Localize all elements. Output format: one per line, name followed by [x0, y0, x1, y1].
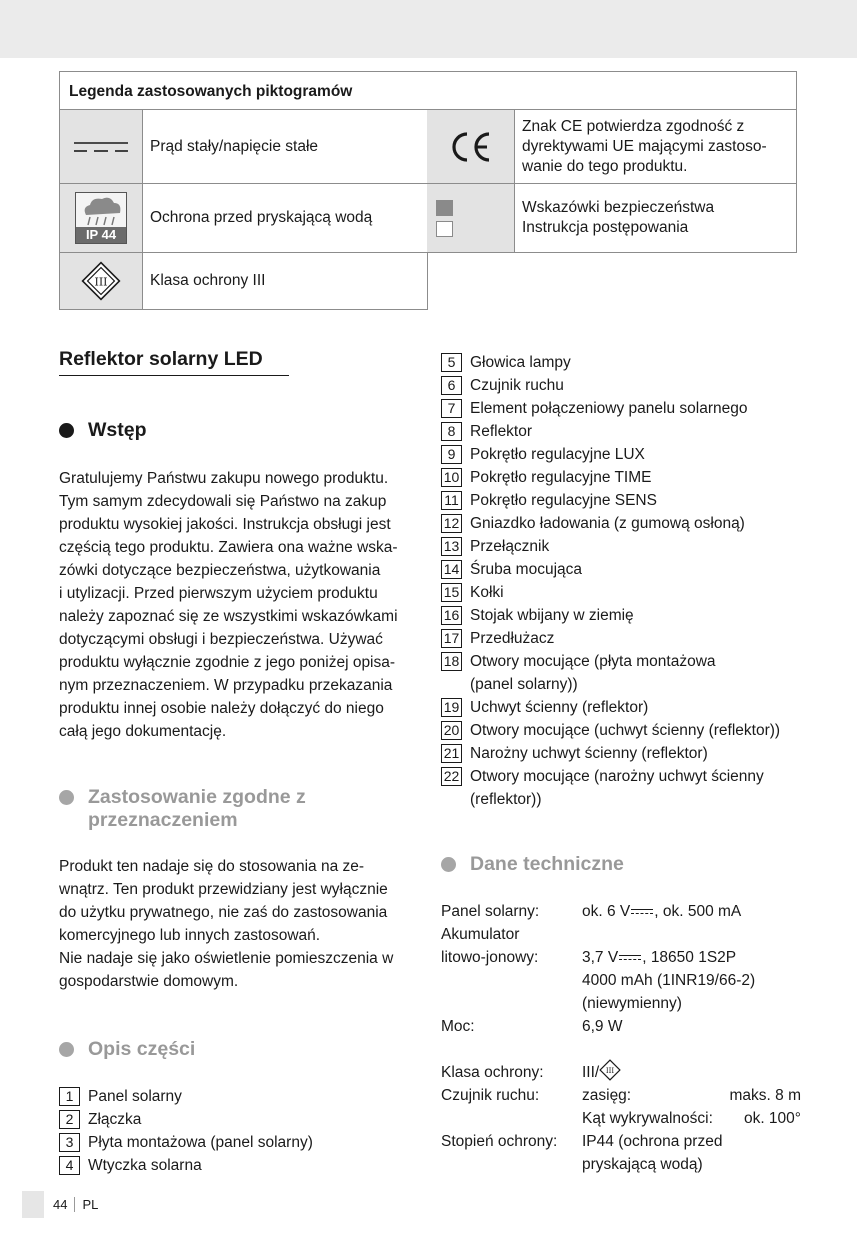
part-label: Głowica lampy — [470, 354, 571, 371]
tech-value: (niewymienny) — [582, 995, 682, 1012]
tech-row — [441, 969, 801, 992]
part-label: Wtyczka solarna — [88, 1157, 202, 1174]
list-item — [441, 627, 803, 650]
list-item — [441, 420, 803, 443]
tech-row — [441, 1084, 801, 1107]
part-label: Reflektor — [470, 423, 533, 440]
intended-use-heading — [59, 786, 306, 832]
class-iii-symbol: III — [606, 1066, 615, 1075]
intro-line: Gratulujemy Państwu zakupu nowego produktu. — [59, 470, 389, 487]
part-number: 6 — [441, 376, 462, 395]
safety-text-line: Wskazówki bezpieczeństwa — [522, 199, 715, 216]
parts-list-right — [441, 351, 803, 811]
dc-text: Prąd stały/napięcie stałe — [142, 110, 428, 184]
tech-label: Panel solarny: — [441, 903, 540, 920]
part-label: Płyta montażowa (panel solarny) — [88, 1134, 313, 1151]
bullet-dot — [441, 857, 456, 872]
tech-label: Stopień ochrony: — [441, 1133, 558, 1150]
ce-text — [514, 110, 797, 184]
tech-value: Kąt wykrywalności: — [582, 1110, 713, 1127]
list-item — [441, 558, 803, 581]
parts-list-left — [59, 1085, 419, 1177]
list-item — [441, 788, 803, 811]
ce-text-line: Znak CE potwierdza zgodność z — [522, 117, 745, 135]
tech-row — [441, 900, 801, 923]
part-number: 13 — [441, 537, 462, 556]
part-label: (reflektor)) — [470, 791, 542, 808]
part-number: 19 — [441, 698, 462, 717]
legend-title: Legenda zastosowanych piktogramów — [59, 71, 797, 110]
list-item — [441, 512, 803, 535]
tech-label: litowo-jonowy: — [441, 949, 539, 966]
part-number: 4 — [59, 1156, 80, 1175]
tech-row — [441, 1015, 801, 1038]
part-number: 2 — [59, 1110, 80, 1129]
dc-icon — [59, 110, 143, 184]
tech-row — [441, 1107, 801, 1130]
intro-line: dotyczącymi obsługi i bezpieczeństwa. Używać — [59, 631, 383, 648]
list-item — [441, 581, 803, 604]
bullet-dot — [59, 1042, 74, 1057]
instruction-text-line: Instrukcja postępowania — [522, 219, 689, 236]
page-number: 44 — [53, 1197, 75, 1212]
intro-line: nym przeznaczeniem. W przypadku przekazania — [59, 677, 393, 694]
list-item — [441, 443, 803, 466]
list-item — [59, 1085, 419, 1108]
part-number: 20 — [441, 721, 462, 740]
intro-line: należy zapoznać się ze wszystkimi wskazówkami — [59, 608, 398, 625]
dc-icon — [619, 954, 641, 962]
part-number: 10 — [441, 468, 462, 487]
intended-use-line: komercyjnego lub innych zastosowań. — [59, 927, 321, 944]
safety-text — [514, 184, 797, 253]
ip44-icon — [75, 192, 127, 244]
page-footer — [22, 1191, 98, 1218]
part-number: 8 — [441, 422, 462, 441]
language-code: PL — [82, 1197, 99, 1212]
part-label: Panel solarny — [88, 1088, 182, 1105]
intro-line: produktu wyłącznie zgodnie z jego poniżej opisa- — [59, 654, 396, 671]
tech-heading-text: Dane techniczne — [470, 853, 624, 875]
part-label: Otwory mocujące (narożny uchwyt ścienny — [470, 768, 764, 785]
tech-value: pryskającą wodą) — [582, 1156, 703, 1173]
part-label: Pokrętło regulacyjne TIME — [470, 469, 652, 486]
list-item — [441, 604, 803, 627]
intro-heading — [59, 419, 147, 442]
safety-icons-cell — [427, 184, 515, 253]
ip-text: Ochrona przed pryskającą wodą — [142, 184, 428, 253]
tech-row — [441, 992, 801, 1015]
bullet-dot — [59, 790, 74, 805]
part-number: 5 — [441, 353, 462, 372]
list-item — [441, 466, 803, 489]
part-label: Śruba mocująca — [470, 561, 583, 578]
part-number: 21 — [441, 744, 462, 763]
tech-value: 6,9 W — [582, 1018, 623, 1035]
ce-mark-icon — [427, 110, 515, 184]
footer-tab — [22, 1191, 44, 1218]
part-number: 1 — [59, 1087, 80, 1106]
tech-heading — [441, 853, 624, 876]
intended-use-paragraph — [59, 855, 419, 993]
part-label: Pokrętło regulacyjne LUX — [470, 446, 645, 463]
intro-line: produktu wysokiej jakości. Instrukcja obsługi jest — [59, 516, 391, 533]
tech-value: 4000 mAh (1INR19/66-2) — [582, 972, 756, 989]
intro-line: zówki dotyczące bezpieczeństwa, użytkowania — [59, 562, 381, 579]
intended-use-line: do użytku prywatnego, nie zaś do zastosowania — [59, 904, 388, 921]
part-number: 11 — [441, 491, 462, 510]
class-iii-icon — [80, 260, 122, 302]
intro-line: Tym samym zdecydowali się Państwo na zakup — [59, 493, 387, 510]
part-label: Gniazdko ładowania (z gumową osłoną) — [470, 515, 745, 532]
part-label: Kołki — [470, 584, 504, 601]
tech-value: ok. 100° — [743, 1110, 801, 1127]
part-number: 22 — [441, 767, 462, 786]
list-item — [59, 1154, 419, 1177]
intro-line: produktu innej osobie należy dołączyć do niego — [59, 700, 384, 717]
list-item — [441, 374, 803, 397]
part-number: 9 — [441, 445, 462, 464]
tech-label: Czujnik ruchu: — [441, 1087, 540, 1104]
part-label: Przedłużacz — [470, 630, 555, 647]
part-label: Złączka — [88, 1111, 142, 1128]
intended-use-line: Produkt ten nadaje się do stosowania na ze- — [59, 858, 365, 875]
tech-value: , 18650 1S2P — [642, 949, 737, 966]
instruction-square-icon — [436, 221, 453, 237]
parts-heading — [59, 1038, 195, 1061]
top-band — [0, 0, 857, 58]
tech-value: maks. 8 m — [729, 1087, 801, 1104]
intro-line: i utylizacji. Przed pierwszym użyciem produktu — [59, 585, 378, 602]
part-number: 12 — [441, 514, 462, 533]
list-item — [441, 719, 803, 742]
class-iii-cell — [59, 253, 143, 310]
tech-label: Klasa ochrony: — [441, 1064, 544, 1081]
list-item — [59, 1108, 419, 1131]
part-label: (panel solarny)) — [470, 676, 578, 693]
part-label: Element połączeniowy panelu solarnego — [470, 400, 748, 417]
part-label: Stojak wbijany w ziemię — [470, 607, 634, 624]
list-item — [441, 535, 803, 558]
tech-value: , ok. 500 mA — [654, 903, 742, 920]
intended-use-heading-line: Zastosowanie zgodne z — [88, 786, 306, 808]
part-label: Czujnik ruchu — [470, 377, 564, 394]
list-item — [441, 765, 803, 788]
tech-row — [441, 1061, 801, 1084]
part-number: 15 — [441, 583, 462, 602]
part-number: 16 — [441, 606, 462, 625]
tech-row — [441, 1153, 801, 1176]
part-label: Otwory mocujące (uchwyt ścienny (reflektor)) — [470, 722, 781, 739]
part-number: 14 — [441, 560, 462, 579]
tech-value: IP44 (ochrona przed — [582, 1133, 723, 1150]
list-item — [441, 397, 803, 420]
ip44-label: IP 44 — [76, 227, 126, 243]
ce-text-line: wanie do tego produktu. — [522, 157, 688, 175]
part-label: Przełącznik — [470, 538, 550, 555]
bullet-dot — [59, 423, 74, 438]
part-label: Uchwyt ścienny (reflektor) — [470, 699, 649, 716]
dc-icon — [631, 908, 653, 916]
tech-data — [441, 900, 801, 1176]
intended-use-heading-line: przeznaczeniem — [88, 809, 238, 831]
part-number: 3 — [59, 1133, 80, 1152]
list-item — [441, 489, 803, 512]
class-text: Klasa ochrony III — [142, 253, 428, 310]
tech-row — [441, 1130, 801, 1153]
class-iii-icon — [599, 1059, 621, 1081]
part-number: 17 — [441, 629, 462, 648]
intro-paragraph — [59, 467, 419, 743]
list-item — [441, 742, 803, 765]
intended-use-line: wnątrz. Ten produkt przewidziany jest wyłącznie — [59, 881, 388, 898]
tech-label: Akumulator — [441, 926, 520, 943]
list-item — [441, 696, 803, 719]
list-item — [441, 650, 803, 673]
safety-square-icon — [436, 200, 453, 216]
part-label: Narożny uchwyt ścienny (reflektor) — [470, 745, 708, 762]
list-item — [59, 1131, 419, 1154]
part-label: Pokrętło regulacyjne SENS — [470, 492, 657, 509]
tech-value: zasięg: — [582, 1087, 632, 1104]
tech-value: III/ — [582, 1064, 600, 1081]
tech-row — [441, 946, 801, 969]
tech-value: ok. 6 V — [582, 903, 631, 920]
intro-heading-text: Wstęp — [88, 419, 147, 441]
intended-use-line: gospodarstwie domowym. — [59, 973, 239, 990]
tech-row — [441, 923, 801, 946]
ip44-cell — [59, 184, 143, 253]
part-number: 7 — [441, 399, 462, 418]
list-item — [441, 351, 803, 374]
intro-line: częścią tego produktu. Zawiera ona ważne wska- — [59, 539, 398, 556]
part-label: Otwory mocujące (płyta montażowa — [470, 653, 716, 670]
tech-value: 3,7 V — [582, 949, 619, 966]
ce-text-line: dyrektywami UE mającymi zastoso- — [522, 137, 767, 155]
list-item — [441, 673, 803, 696]
page-title: Reflektor solarny LED — [59, 348, 289, 376]
intro-line: całą jego dokumentację. — [59, 723, 227, 740]
part-number: 18 — [441, 652, 462, 671]
class-iii-symbol: III — [94, 275, 108, 289]
tech-label: Moc: — [441, 1018, 475, 1035]
parts-heading-text: Opis części — [88, 1038, 196, 1060]
intended-use-line: Nie nadaje się jako oświetlenie pomieszczenia w — [59, 950, 394, 967]
